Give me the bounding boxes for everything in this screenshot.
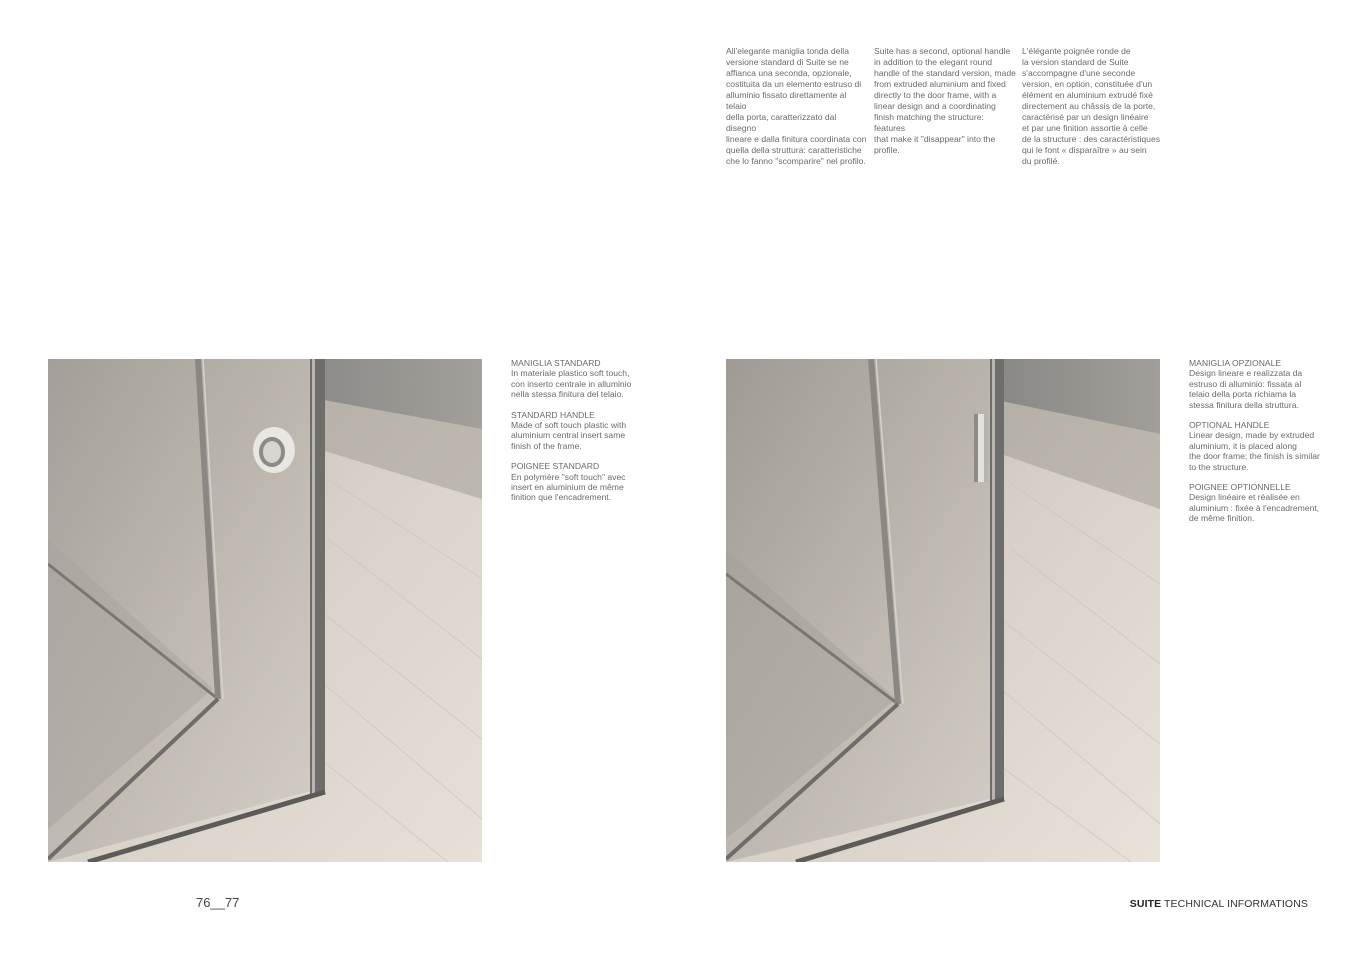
caption-optional-handle [1189,358,1321,534]
footer-section: TECHNICAL INFORMATIONS [1164,898,1308,910]
caption-standard-handle [511,358,641,513]
caption-text: In materiale plastico soft touch, con inserto centrale in alluminio nella stessa finitura del telaio. [511,368,632,400]
caption-block-fr [511,461,641,503]
caption-block-fr [1189,482,1321,524]
photo-standard-handle [48,359,482,862]
caption-heading: MANIGLIA STANDARD [511,358,601,368]
intro-text-fr: L'élégante poignée ronde de la version standard de Suite s'accompagne d'une seconde version, en option, constituée d'un élément en aluminium extrudé fixé directement au châssis de la porte, caractérisé par un design linéaire et par une finition assortie à celle de la structure : des caractéristiques qui le font « disparaître » au sein du profilé. [1022,46,1161,166]
caption-text: Made of soft touch plastic with aluminium central insert same finish of the frame. [511,420,627,451]
caption-block-en [511,410,641,452]
caption-block-en [1189,420,1321,472]
caption-text: Design linéaire et réalisée en aluminium : fixée à l'encadrement, de même finition. [1189,492,1320,524]
photo-optional-handle [726,359,1160,862]
page-numbers: 76__77 [196,895,240,910]
intro-text-en: Suite has a second, optional handle in addition to the elegant round handle of the standard version, made from extruded aluminium and fixed directly to the door frame, with a linear design and a coordinating finish matching the structure: features that make it "disappear" into the profile. [874,46,1016,155]
caption-heading: STANDARD HANDLE [511,409,595,420]
caption-heading: MANIGLIA OPZIONALE [1189,358,1282,368]
caption-heading: POIGNEE OPTIONNELLE [1189,482,1291,493]
intro-text-it: All'elegante maniglia tonda della versione standard di Suite se ne affianca una seconda, opzionale, costituita da un elemento estruso di alluminio fissato direttamente al telaio della porta, caratterizzato dal disegno lineare e dalla finitura coordinata con quella della struttura: caratteristiche che lo fanno "scomparire" nel profilo. [726,46,867,166]
caption-heading: POIGNEE STANDARD [511,461,600,472]
footer-title [1130,898,1308,910]
caption-text: Linear design, made by extruded aluminium, it is placed along the door frame; the finish is similar to the structure. [1189,430,1320,472]
caption-text: En polymère "soft touch" avec insert en aluminium de même finition que l'encadrement. [511,471,626,503]
footer-brand: SUITE [1129,898,1162,910]
caption-block-it [511,358,641,400]
caption-heading: OPTIONAL HANDLE [1189,420,1270,431]
caption-block-it [1189,358,1321,410]
caption-text: Design lineare e realizzata da estruso di alluminio: fissata al telaio della porta richiama la stessa finitura della struttura. [1189,368,1303,410]
